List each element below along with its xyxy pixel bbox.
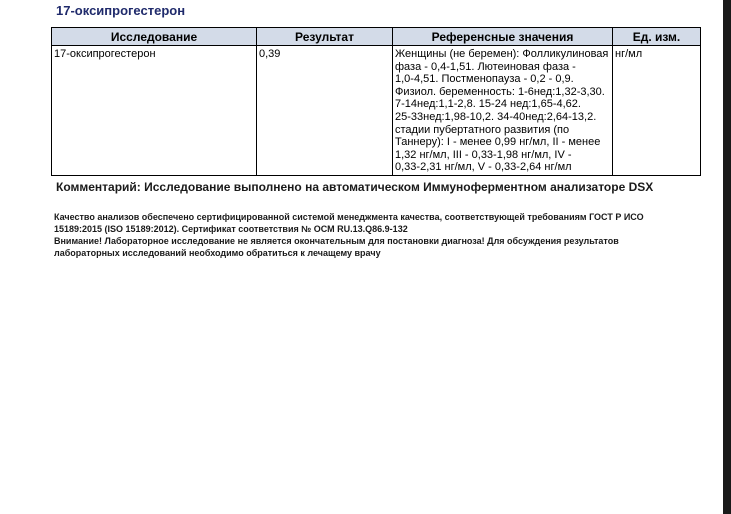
reference-line: 1,0-4,51. Постменопауза - 0,2 - 0,9. bbox=[395, 73, 574, 86]
warning-line: лабораторных исследований необходимо обратиться к лечащему врачу bbox=[54, 248, 381, 258]
cell-reference bbox=[393, 46, 613, 176]
quality-line: 15189:2015 (ISO 15189:2012). Сертификат соответствия № ОСМ RU.13.Q86.9-132 bbox=[54, 224, 408, 234]
reference-line: 1,32 нг/мл, III - 0,33-1,98 нг/мл, IV - bbox=[395, 148, 572, 161]
cell-result: 0,39 bbox=[257, 46, 393, 176]
reference-line: 25-33нед:1,98-10,2. 34-40нед:2,64-13,2. bbox=[395, 110, 597, 123]
table-row bbox=[52, 46, 701, 176]
reference-line: стадии пубертатного развития (по bbox=[395, 123, 570, 136]
warning-line: Внимание! Лабораторное исследование не является окончательным для постановки диагноза! Для обсуждения результатов bbox=[54, 236, 619, 246]
header-result: Результат bbox=[257, 28, 393, 46]
reference-line: фаза - 0,4-1,51. Лютеиновая фаза - bbox=[395, 60, 576, 73]
reference-line: 0,33-2,31 нг/мл, V - 0,33-2,64 нг/мл bbox=[395, 161, 572, 174]
results-table bbox=[51, 27, 701, 176]
reference-line: Физиол. беременность: 1-6нед:1,32-3,30. bbox=[395, 85, 605, 98]
cell-unit: нг/мл bbox=[613, 46, 701, 176]
section-title: 17-оксипрогестерон bbox=[56, 3, 186, 18]
reference-line: Таннеру): I - менее 0,99 нг/мл, II - менее bbox=[395, 136, 601, 149]
header-unit: Ед. изм. bbox=[613, 28, 701, 46]
header-test: Исследование bbox=[52, 28, 257, 46]
warning-statement bbox=[54, 235, 694, 259]
reference-line: 7-14нед:1,1-2,8. 15-24 нед:1,65-4,62. bbox=[395, 98, 581, 111]
reference-line: Женщины (не беремен): Фолликулиновая bbox=[395, 48, 609, 60]
cell-test: 17-оксипрогестерон bbox=[52, 46, 257, 176]
quality-line: Качество анализов обеспечено сертифицированной системой менеджмента качества, соответствующей требованиям ГОСТ Р ИСО bbox=[54, 212, 644, 222]
header-reference: Референсные значения bbox=[393, 28, 613, 46]
analyzer-comment: Комментарий: Исследование выполнено на автоматическом Иммуноферментном анализаторе DSX bbox=[56, 180, 654, 194]
quality-statement bbox=[54, 211, 694, 235]
table-header-row bbox=[52, 28, 701, 46]
